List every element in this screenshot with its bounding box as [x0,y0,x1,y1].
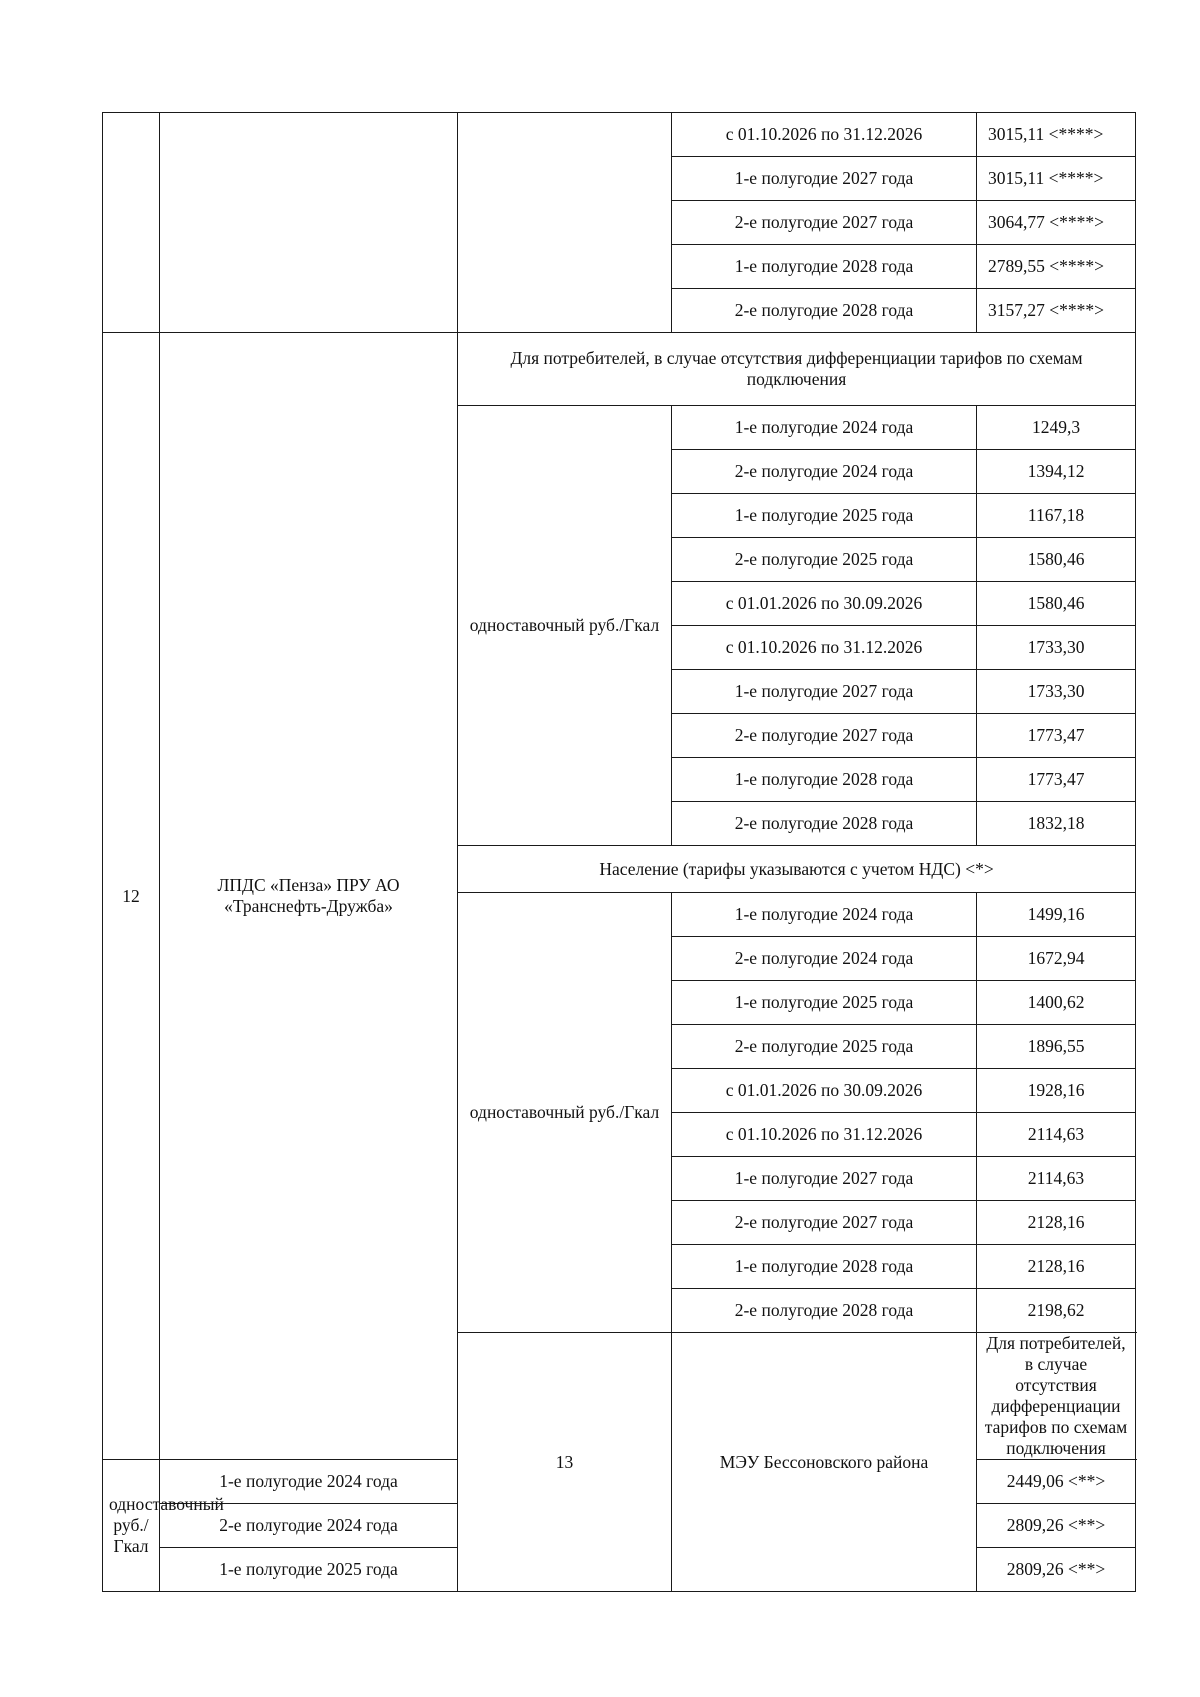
period-cell: с 01.10.2026 по 31.12.2026 [672,113,977,157]
consumer-category-header: Для потребителей, в случае отсутствия дифференциации тарифов по схемам подключения [977,1333,1136,1460]
rate-type: одноставочный руб./Гкал [458,893,672,1333]
period-cell: 2-е полугодие 2024 года [672,450,977,494]
period-cell: с 01.01.2026 по 30.09.2026 [672,1069,977,1113]
period-cell: 1-е полугодие 2027 года [672,157,977,201]
tariff-value-cell: 3015,11 <****> [977,113,1136,157]
period-cell: 2-е полугодие 2028 года [672,289,977,333]
tariff-value-cell: 3064,77 <****> [977,201,1136,245]
tariff-table [102,112,1136,1592]
period-cell: 2-е полугодие 2028 года [672,802,977,846]
population-category-header: Население (тарифы указываются с учетом НДС) <*> [458,846,1136,893]
tariff-value-cell: 1773,47 [977,714,1136,758]
tariff-value-cell: 2198,62 [977,1289,1136,1333]
period-cell: 2-е полугодие 2024 года [672,937,977,981]
period-cell: 1-е полугодие 2024 года [160,1460,458,1504]
tariff-value-cell: 1580,46 [977,538,1136,582]
tariff-value-cell: 1499,16 [977,893,1136,937]
continued-num-cell [103,113,160,333]
tariff-value-cell: 3015,11 <****> [977,157,1136,201]
tariff-value-cell: 1733,30 [977,626,1136,670]
period-cell: 2-е полугодие 2025 года [672,1025,977,1069]
tariff-value-cell: 2114,63 [977,1157,1136,1201]
tariff-value-cell: 2128,16 [977,1245,1136,1289]
tariff-value-cell: 2809,26 <**> [977,1548,1136,1592]
tariff-value-cell: 1580,46 [977,582,1136,626]
rate-type: одноставочный руб./Гкал [458,406,672,846]
tariff-value-cell: 1896,55 [977,1025,1136,1069]
tariff-value-cell: 1400,62 [977,981,1136,1025]
period-cell: 1-е полугодие 2027 года [672,1157,977,1201]
tariff-value-cell: 2789,55 <****> [977,245,1136,289]
tariff-value-cell: 1928,16 [977,1069,1136,1113]
period-cell: 2-е полугодие 2028 года [672,1289,977,1333]
tariff-value-cell: 2809,26 <**> [977,1504,1136,1548]
tariff-value-cell: 1733,30 [977,670,1136,714]
tariff-value-cell: 1167,18 [977,494,1136,538]
tariff-value-cell: 2128,16 [977,1201,1136,1245]
period-cell: 1-е полугодие 2024 года [672,893,977,937]
continued-org-cell [160,113,458,333]
period-cell: 1-е полугодие 2024 года [672,406,977,450]
tariff-value-cell: 1394,12 [977,450,1136,494]
consumer-category-header: Для потребителей, в случае отсутствия дифференциации тарифов по схемам подключения [458,333,1136,406]
period-cell: 2-е полугодие 2025 года [672,538,977,582]
period-cell: 1-е полугодие 2028 года [672,758,977,802]
entry-number: 13 [458,1333,672,1592]
period-cell: с 01.10.2026 по 31.12.2026 [672,1113,977,1157]
table-row [103,113,1136,157]
period-cell: 1-е полугодие 2025 года [160,1548,458,1592]
entry-number: 12 [103,333,160,1460]
period-cell: 1-е полугодие 2028 года [672,245,977,289]
organization-name: ЛПДС «Пенза» ПРУ АО «Транснефть-Дружба» [160,333,458,1460]
tariff-value-cell: 1672,94 [977,937,1136,981]
period-cell: 1-е полугодие 2027 года [672,670,977,714]
section-header-row [103,333,1136,406]
period-cell: 1-е полугодие 2028 года [672,1245,977,1289]
tariff-value-cell: 1773,47 [977,758,1136,802]
continued-rate-cell [458,113,672,333]
period-cell: 1-е полугодие 2025 года [672,494,977,538]
period-cell: с 01.10.2026 по 31.12.2026 [672,626,977,670]
tariff-value-cell: 2114,63 [977,1113,1136,1157]
rate-type: одноставочный руб./Гкал [103,1460,160,1592]
period-cell: с 01.01.2026 по 30.09.2026 [672,582,977,626]
tariff-value-cell: 1832,18 [977,802,1136,846]
period-cell: 2-е полугодие 2027 года [672,1201,977,1245]
tariff-value-cell: 1249,3 [977,406,1136,450]
organization-name: МЭУ Бессоновского района [672,1333,977,1592]
period-cell: 2-е полугодие 2027 года [672,714,977,758]
period-cell: 2-е полугодие 2027 года [672,201,977,245]
period-cell: 2-е полугодие 2024 года [160,1504,458,1548]
period-cell: 1-е полугодие 2025 года [672,981,977,1025]
tariff-value-cell: 2449,06 <**> [977,1460,1136,1504]
tariff-value-cell: 3157,27 <****> [977,289,1136,333]
